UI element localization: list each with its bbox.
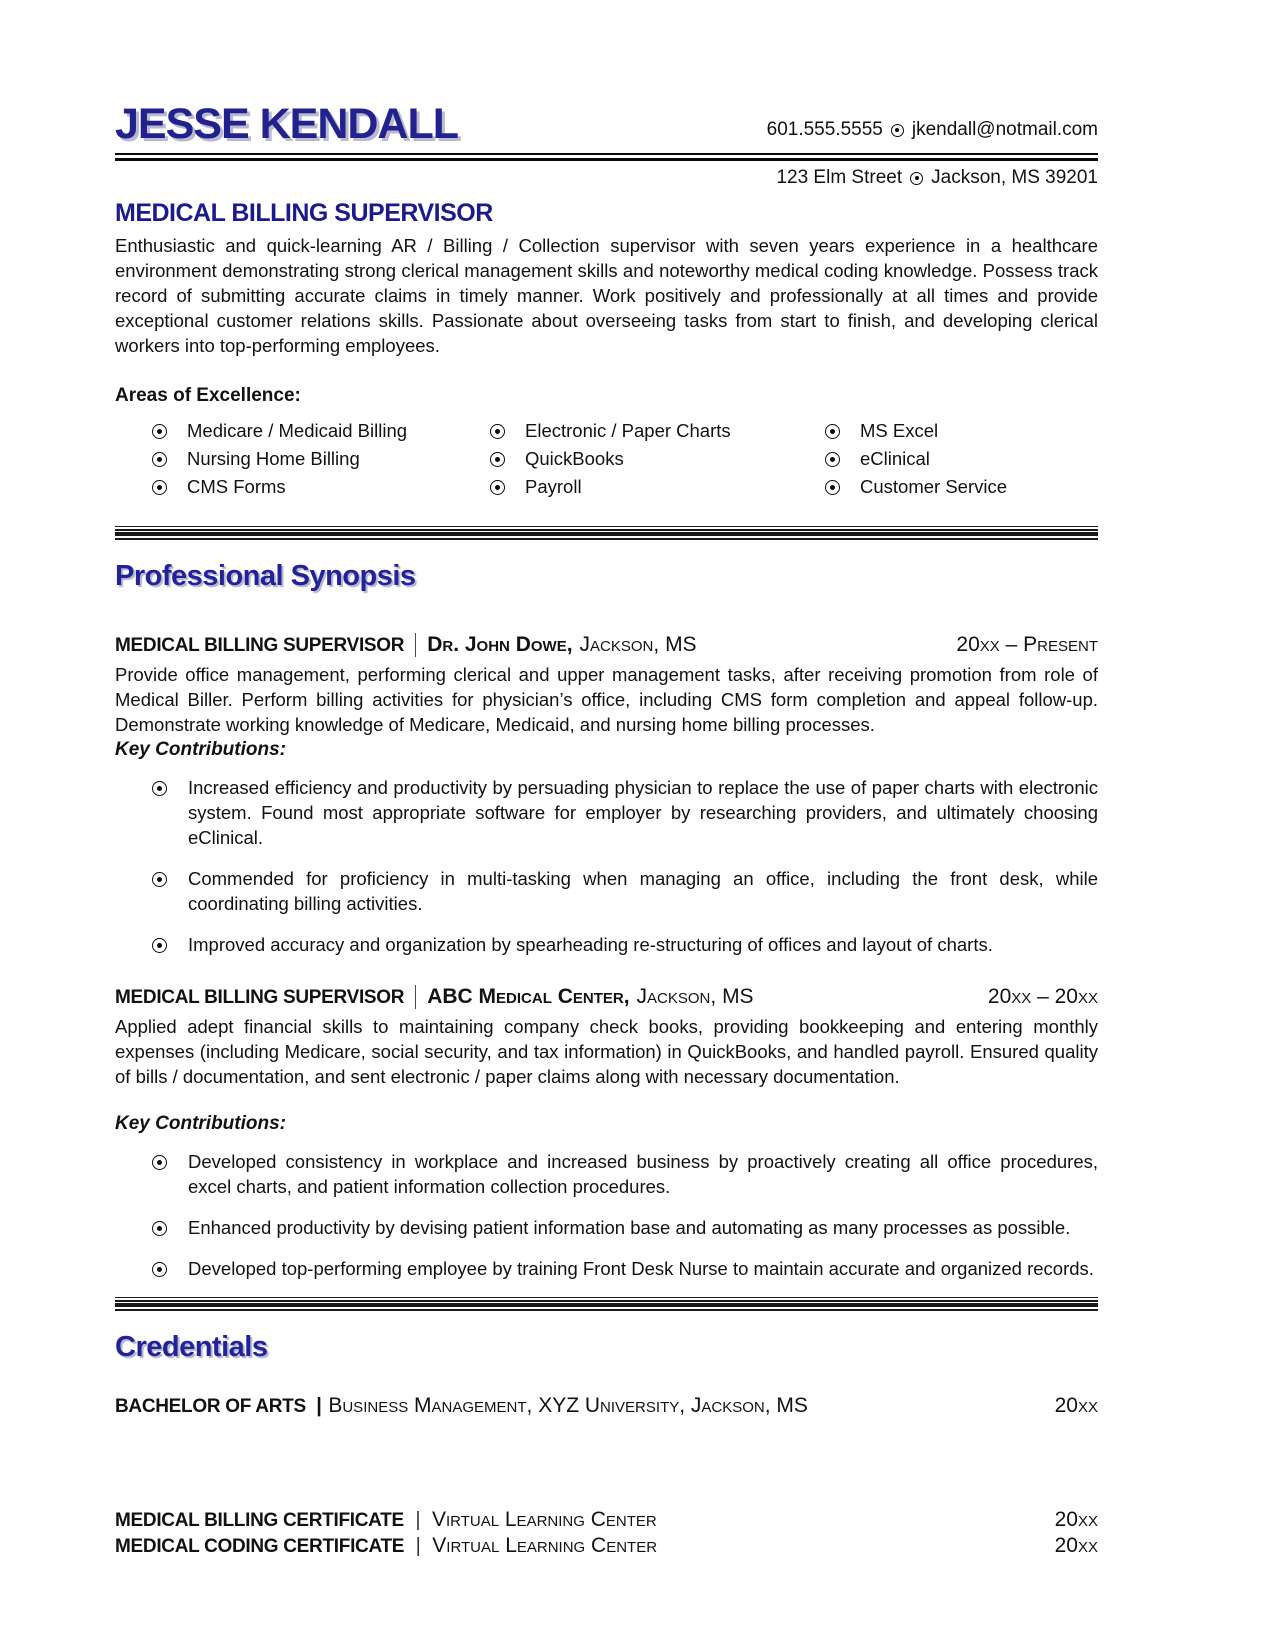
job-dates: 20xx – 20xx <box>987 985 1098 1008</box>
circled-dot-icon <box>152 480 167 495</box>
circled-dot-icon <box>825 424 840 439</box>
credential-year: 20xx <box>1054 1534 1098 1557</box>
area-item <box>490 420 825 442</box>
area-item <box>825 448 1098 470</box>
section-divider <box>115 1297 1098 1311</box>
circled-dot-icon <box>910 172 923 185</box>
vertical-separator <box>415 633 416 657</box>
job-header-left <box>115 633 697 657</box>
list-item <box>152 1149 1098 1199</box>
area-label: Customer Service <box>860 476 1008 497</box>
job-title: MEDICAL BILLING SUPERVISOR <box>115 987 405 1008</box>
credential-detail: Business Management, XYZ University, Jackson, MS <box>328 1394 808 1417</box>
summary-paragraph: Enthusiastic and quick-learning AR / Billing / Collection supervisor with seven years experience in a healthcare environment demonstrating strong clerical management skills and noteworthy medical coding knowledge. Possess track record of submitting accurate claims in timely manner. Work positively and professionally at all times and provide exceptional customer relations skills. Passionate about overseeing tasks from start to finish, and developing clerical workers into top-performing employees. <box>115 235 1098 356</box>
job-header <box>115 985 1098 1009</box>
professional-synopsis-heading: Professional Synopsis <box>115 560 416 592</box>
bullet-text: Commended for proficiency in multi-tasking when managing an office, including the front desk, while coordinating billing activities. <box>188 868 1098 914</box>
circled-dot-icon <box>490 424 505 439</box>
credential-row <box>115 1508 1098 1532</box>
address-line <box>115 167 1098 189</box>
header <box>115 100 1098 148</box>
circled-dot-icon <box>490 452 505 467</box>
area-item <box>490 476 825 498</box>
job-company: ABC Medical Center, <box>427 985 630 1008</box>
job-company: Dr. John Dowe, <box>427 633 573 656</box>
circled-dot-icon <box>891 124 904 137</box>
area-label: Electronic / Paper Charts <box>525 420 731 441</box>
contact-line <box>767 119 1098 148</box>
list-item <box>152 866 1098 916</box>
circled-dot-icon <box>152 872 167 887</box>
bullet-list <box>115 1149 1098 1281</box>
credential-year: 20xx <box>1054 1394 1098 1417</box>
credential-detail: Virtual Learning Center <box>431 1508 657 1531</box>
bullet-text: Developed top-performing employee by training Front Desk Nurse to maintain accurate and organized records. <box>188 1258 1094 1279</box>
credential-degree: BACHELOR OF ARTS <box>115 1396 306 1417</box>
area-label: Medicare / Medicaid Billing <box>187 420 408 441</box>
credential-degree: MEDICAL BILLING CERTIFICATE <box>115 1510 404 1531</box>
credential-detail: Virtual Learning Center <box>432 1534 658 1557</box>
key-contributions-label: Key Contributions: <box>115 1113 286 1134</box>
address-city: Jackson, MS 39201 <box>931 167 1098 188</box>
area-item <box>825 476 1098 498</box>
credential-row <box>115 1394 1098 1418</box>
header-rule <box>115 153 1098 161</box>
area-item <box>152 448 490 470</box>
job-description: Applied adept financial skills to maintaining company check books, providing bookkeeping and entering monthly expenses (including Medicare, social security, and tax information) in QuickBooks, and handled payroll. Ensured quality of bills / documentation, and sent electronic / paper claims along with necessary documentation. <box>115 1016 1098 1087</box>
circled-dot-icon <box>490 480 505 495</box>
credential-degree: MEDICAL CODING CERTIFICATE <box>115 1536 405 1557</box>
job-entry <box>115 633 1098 957</box>
vertical-separator <box>415 985 416 1009</box>
area-item <box>825 420 1098 442</box>
bullet-text: Increased efficiency and productivity by persuading physician to replace the use of paper charts with electronic system. Found most appropriate software for employer by researching providers, and ultimately choosing eClinical. <box>188 777 1098 848</box>
bullet-text: Developed consistency in workplace and increased business by proactively creating all office procedures, excel charts, and patient information collection procedures. <box>188 1151 1098 1197</box>
bullet-text: Enhanced productivity by devising patient information base and automating as many processes as possible. <box>188 1217 1071 1238</box>
job-description: Provide office management, performing clerical and upper management tasks, after receiving promotion from role of Medical Biller. Perform billing activities for physician’s office, including CMS form completion and appeal follow-up. Demonstrate working knowledge of Medicare, Medicaid, and nursing home billing processes. <box>115 664 1098 735</box>
area-item <box>490 448 825 470</box>
circled-dot-icon <box>152 781 167 796</box>
person-name: JESSE KENDALL <box>115 100 459 148</box>
job-location: Jackson, MS <box>579 633 697 656</box>
job-title: MEDICAL BILLING SUPERVISOR <box>115 635 405 656</box>
list-item <box>152 932 1098 957</box>
circled-dot-icon <box>152 424 167 439</box>
pipe-separator: | <box>415 1509 421 1531</box>
credential-left <box>115 1508 657 1532</box>
area-item <box>152 420 490 442</box>
resume-title: MEDICAL BILLING SUPERVISOR <box>115 199 493 227</box>
circled-dot-icon <box>825 480 840 495</box>
email-address: jkendall@notmail.com <box>911 119 1098 140</box>
area-label: QuickBooks <box>525 448 624 469</box>
credentials-heading: Credentials <box>115 1331 268 1363</box>
credential-left <box>115 1534 657 1558</box>
list-item <box>152 1215 1098 1240</box>
area-item <box>152 476 490 498</box>
circled-dot-icon <box>152 452 167 467</box>
bullet-list <box>115 775 1098 957</box>
credential-row <box>115 1534 1098 1558</box>
area-label: Nursing Home Billing <box>187 448 360 469</box>
circled-dot-icon <box>152 1155 167 1170</box>
pipe-separator: | <box>415 1535 421 1557</box>
job-header-left <box>115 985 754 1009</box>
bullet-text: Improved accuracy and organization by spearheading re-structuring of offices and layout of charts. <box>188 934 993 955</box>
area-label: MS Excel <box>860 420 939 441</box>
list-item <box>152 775 1098 850</box>
circled-dot-icon <box>152 1262 167 1277</box>
job-entry <box>115 985 1098 1281</box>
circled-dot-icon <box>152 1221 167 1236</box>
job-dates: 20xx – Present <box>956 633 1098 656</box>
phone-number: 601.555.5555 <box>766 119 883 140</box>
address-street: 123 Elm Street <box>776 167 903 188</box>
key-contributions-label: Key Contributions: <box>115 739 286 760</box>
areas-of-excellence-heading: Areas of Excellence: <box>115 385 301 406</box>
job-header <box>115 633 1098 657</box>
section-divider <box>115 526 1098 540</box>
areas-of-excellence-grid <box>115 420 1098 498</box>
job-location: Jackson, MS <box>636 985 754 1008</box>
list-item <box>152 1256 1098 1281</box>
circled-dot-icon <box>152 938 167 953</box>
circled-dot-icon <box>825 452 840 467</box>
credential-left <box>115 1394 808 1418</box>
area-label: Payroll <box>525 476 582 497</box>
pipe-separator: | <box>316 1395 322 1417</box>
area-label: CMS Forms <box>187 476 286 497</box>
credential-year: 20xx <box>1054 1508 1098 1531</box>
area-label: eClinical <box>860 448 930 469</box>
